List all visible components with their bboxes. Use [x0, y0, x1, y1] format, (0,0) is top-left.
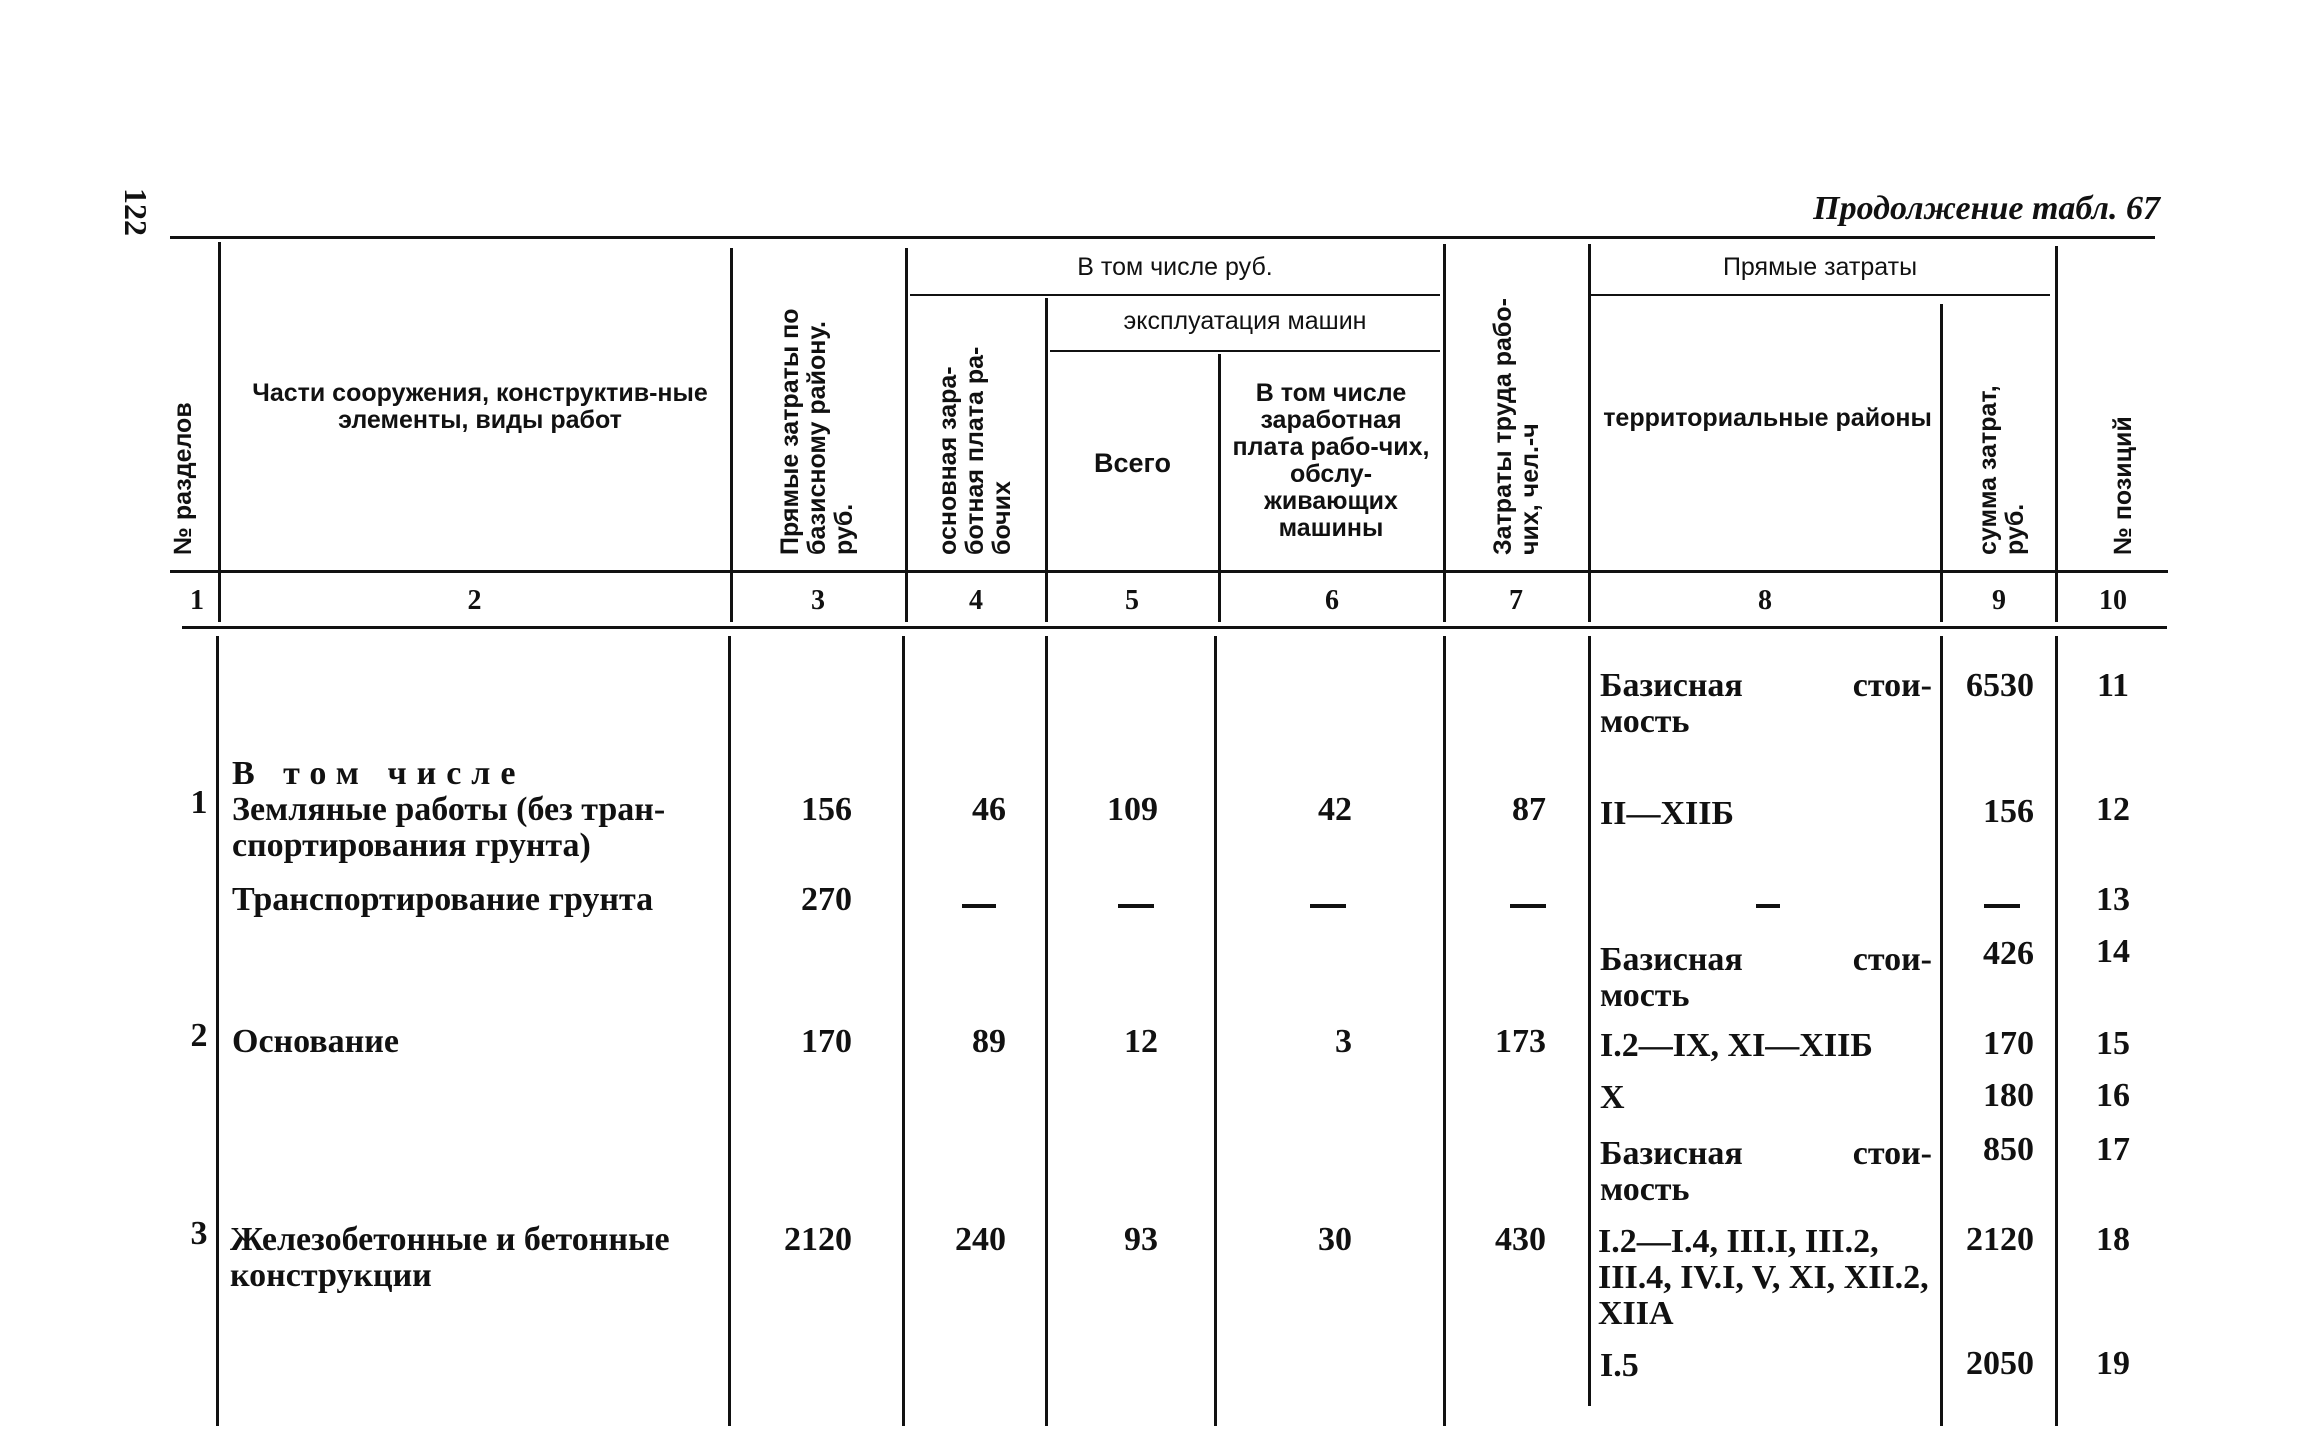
vline-h-9	[2055, 246, 2058, 622]
colnum-6: 6	[1325, 585, 1339, 616]
c6-cell: 42	[1318, 791, 1352, 828]
header-group-direct: Прямые затраты	[1722, 253, 1918, 281]
section-cell: 2	[190, 1017, 208, 1054]
header-col1-section-no: № разделов	[169, 402, 197, 555]
c3-cell: 156	[801, 791, 852, 828]
position-cell: 13	[2096, 881, 2130, 918]
rule-group-including	[910, 294, 1440, 296]
region-cell: II—XIIБ	[1600, 795, 1734, 832]
position-cell: 12	[2096, 791, 2130, 828]
sum-cell: 180	[1983, 1077, 2034, 1114]
c7-dash	[1510, 904, 1546, 908]
colnum-9: 9	[1992, 585, 2006, 616]
sum-cell: 6530	[1966, 667, 2034, 704]
vline-b-2	[728, 636, 731, 1426]
c5-cell: 12	[1124, 1023, 1158, 1060]
vline-b-6	[1443, 636, 1446, 1426]
vline-h-8	[1940, 304, 1943, 622]
sum-cell: 426	[1983, 935, 2034, 972]
sum-dash	[1984, 904, 2020, 908]
c4-cell: 240	[955, 1221, 1006, 1258]
header-col10-positions: № позиций	[2109, 416, 2137, 555]
region-cell: I.5	[1600, 1347, 1639, 1384]
vline-b-3	[902, 636, 905, 1426]
vline-h-5	[1218, 354, 1221, 622]
colnum-4: 4	[969, 585, 983, 616]
sum-cell: 850	[1983, 1131, 2034, 1168]
header-col9-sum: сумма затрат, руб.	[1974, 385, 2029, 555]
page-number: 122	[118, 188, 154, 236]
position-cell: 14	[2096, 933, 2130, 970]
c4-cell: 46	[972, 791, 1006, 828]
section-cell: 3	[190, 1215, 208, 1252]
c7-cell: 87	[1512, 791, 1546, 828]
table-continuation-label: Продолжение табл. 67	[1813, 190, 2160, 227]
rule-group-machines	[1050, 350, 1440, 352]
sum-cell: 170	[1983, 1025, 2034, 1062]
colnum-10: 10	[2099, 585, 2127, 616]
c6-cell: 30	[1318, 1221, 1352, 1258]
header-col7-labour: Затраты труда рабо- чих, чел.-ч	[1489, 298, 1544, 555]
header-col2-parts: Части сооружения, конструктив-ные элементы, виды работ	[252, 379, 708, 434]
header-col3-direct-costs: Прямые затраты по базисному району. руб.	[776, 308, 858, 555]
vline-b-8	[1940, 636, 1943, 1426]
vline-h-3	[905, 248, 908, 622]
region-cell: X	[1600, 1079, 1625, 1116]
c6-dash	[1310, 904, 1346, 908]
c6-cell: 3	[1335, 1023, 1352, 1060]
colnum-2: 2	[467, 585, 482, 616]
vline-h-4	[1045, 298, 1048, 622]
colnum-8: 8	[1758, 585, 1772, 616]
vline-h-6	[1443, 244, 1446, 622]
header-col4-wages: основная зара- ботная плата ра- бочих	[934, 346, 1016, 555]
vline-h-1	[218, 242, 221, 622]
header-col5-total: Всего	[1094, 448, 1171, 478]
vline-h-2	[730, 248, 733, 622]
sum-cell: 2120	[1966, 1221, 2034, 1258]
colnum-5: 5	[1125, 585, 1139, 616]
c3-cell: 270	[801, 881, 852, 918]
c7-cell: 173	[1495, 1023, 1546, 1060]
colnum-7: 7	[1509, 585, 1523, 616]
rule-colnum-bottom	[182, 626, 2167, 629]
position-cell: 16	[2096, 1077, 2130, 1114]
position-cell: 17	[2096, 1131, 2130, 1168]
vline-h-7	[1588, 244, 1591, 622]
region-cell: Базисная стои- мость	[1600, 1135, 1932, 1208]
position-cell: 18	[2096, 1221, 2130, 1258]
region-cell: I.2—I.4, III.I, III.2, III.4, IV.I, V, XI, XII.2, XIIA	[1598, 1223, 1929, 1332]
position-cell: 15	[2096, 1025, 2130, 1062]
c5-cell: 109	[1107, 791, 1158, 828]
c3-cell: 2120	[784, 1221, 852, 1258]
region-cell: I.2—IX, XI—XIIБ	[1600, 1027, 1873, 1064]
vline-b-7	[1588, 636, 1591, 1406]
name-cell: Основание	[232, 1023, 399, 1060]
vline-b-5	[1214, 636, 1217, 1426]
colnum-3: 3	[811, 585, 825, 616]
sum-cell: 2050	[1966, 1345, 2034, 1382]
region-cell: Базисная стои- мость	[1600, 667, 1932, 740]
position-cell: 11	[2096, 667, 2130, 704]
vline-b-1	[216, 636, 219, 1426]
region-dash	[1756, 904, 1780, 908]
c5-cell: 93	[1124, 1221, 1158, 1258]
name-cell: Железобетонные и бетонные конструкции	[230, 1221, 670, 1294]
colnum-1: 1	[190, 585, 204, 616]
region-cell: Базисная стои- мость	[1600, 941, 1932, 1014]
position-cell: 19	[2096, 1345, 2130, 1382]
name-cell: Транспортирование грунта	[232, 881, 654, 918]
section-cell: 1	[190, 784, 208, 821]
c3-cell: 170	[801, 1023, 852, 1060]
rule-header-bottom	[170, 570, 2168, 573]
name-cell: Земляные работы (без тран-спортирования грунта)	[232, 791, 666, 864]
c4-dash	[962, 904, 996, 908]
vline-b-4	[1045, 636, 1048, 1426]
header-group-machines: эксплуатация машин	[1123, 307, 1367, 335]
rule-group-direct	[1590, 294, 2050, 296]
header-col8-regions: территориальные районы	[1603, 404, 1932, 432]
rule-top	[170, 236, 2155, 239]
subtotal-prefix: В том числе	[232, 755, 526, 792]
c7-cell: 430	[1495, 1221, 1546, 1258]
header-group-including: В том числе руб.	[1077, 253, 1273, 281]
c5-dash	[1118, 904, 1154, 908]
sum-cell: 156	[1983, 793, 2034, 830]
c4-cell: 89	[972, 1023, 1006, 1060]
header-col6-machine-wages: В том числе заработная плата рабо-чих, обслу-живающих машины	[1232, 379, 1430, 542]
